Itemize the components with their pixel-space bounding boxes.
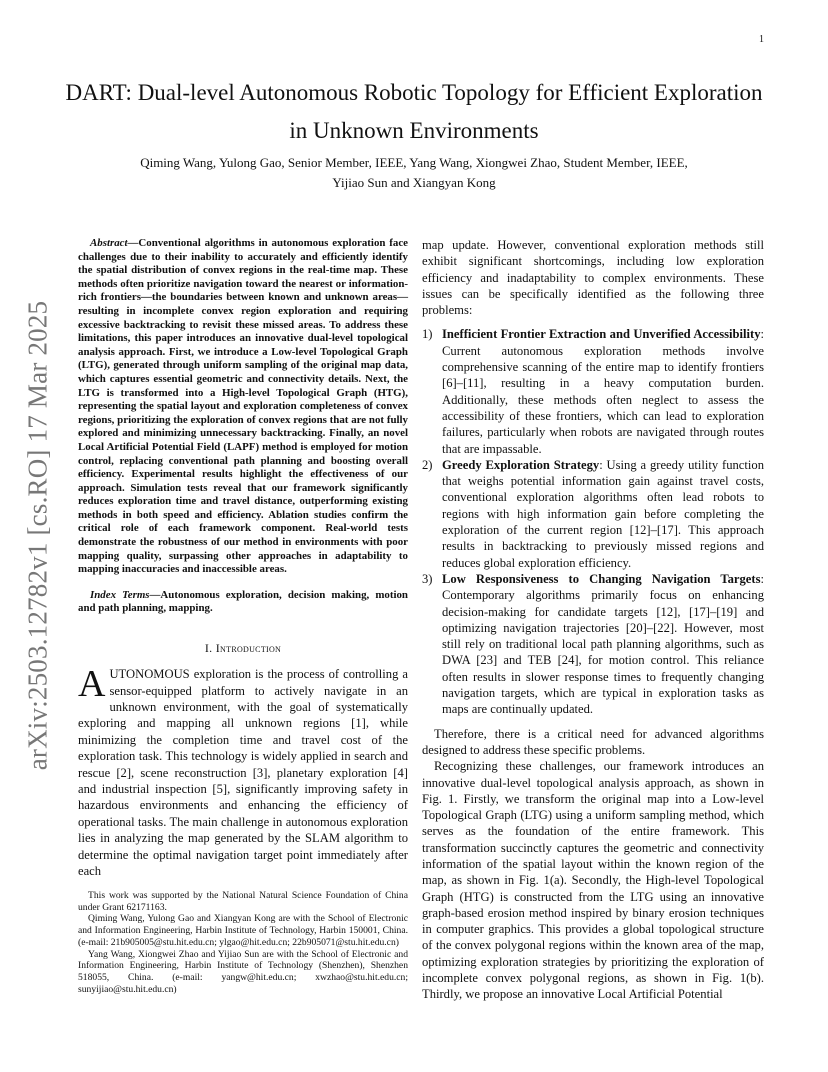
paper-title: DART: Dual-level Autonomous Robotic Topology for Efficient Exploration in Unknown Environments xyxy=(65,80,763,143)
list-item-text: : Contemporary algorithms primarily focus on enhancing decision-making for candidate targets [12], [17]–[19] and optimizing navigation trajectories [20]–[22]. However, most still rely on traditional local path planning algorithms, such as DWA [23] and TEB [24], for motion control. This reliance often results in slower response times to frequently changing navigation targets, which are typical in exploration tasks as maps are continually updated. xyxy=(442,571,764,717)
list-item-title: Greedy Exploration Strategy xyxy=(442,457,600,472)
footnote-funding: This work was supported by the National Natural Science Foundation of China under Grant 62171163. xyxy=(78,890,408,913)
drop-cap: A xyxy=(78,663,106,706)
right-column xyxy=(422,237,764,1003)
list-item-text: : Current autonomous exploration methods involve comprehensive scanning of the entire map to identify frontiers [6]–[11], resulting in a heavy computation burden. Additionally, these methods often neglect to assess the accessibility of these frontiers, which can lead to exploration failures, particularly when robots are navigated through routes that are impassable. xyxy=(442,327,764,456)
list-number: 3) xyxy=(422,571,433,586)
problem-list xyxy=(422,326,764,717)
right-paragraph-3: Recognizing these challenges, our framework introduces an innovative dual-level topological analysis approach, as shown in Fig. 1. Firstly, we transform the original map into a Low-level Topological Graph (LTG) using a uniform sampling method, which serves as the foundation of the entire framework. This transformation succinctly captures the geometric and connectivity information of the spatial layout within the known region of the map, as shown in Fig. 1(a). Secondly, the High-level Topological Graph (HTG) is constructed from the LTG using an innovative graph-based erosion method inspired by binary erosion techniques in computer graphics. This provides a global topological structure of the convex polygonal regions within the known area of the map, optimizing exploration strategies by prioritizing the exploration of incomplete convex polygonal regions, as shown in Fig. 1(b). Thirdly, we propose an innovative Local Artificial Potential xyxy=(422,759,764,1002)
list-item xyxy=(422,571,764,718)
list-number: 1) xyxy=(422,327,433,342)
abstract-label: Abstract xyxy=(90,237,128,249)
list-item xyxy=(422,457,764,571)
index-terms-text: —Autonomous exploration, decision making, motion and path planning, mapping. xyxy=(78,588,408,615)
list-item-title: Low Responsiveness to Changing Navigation Targets xyxy=(442,571,761,586)
abstract-text: —Conventional algorithms in autonomous exploration face challenges due to their inability to accurately and efficiently identify the spatial distribution of convex regions in the real-time map. These methods often prioritize navigation toward the nearest or information-rich frontiers—the boundaries between known and unknown areas—resulting in incomplete convex region exploration and requiring excessive backtracking to revisit these missed areas. To address these limitations, this paper introduces an innovative dual-level topological analysis approach. First, we introduce a Low-level Topological Graph (LTG), generated through uniform sampling of the original map data, which captures essential geometric and connectivity details. Next, the LTG is transformed into a High-level Topological Graph (HTG), representing the spatial layout and exploration completeness of convex regions, prioritizing the exploration of convex regions that are not fully explored and minimizing unnecessary backtracking. Finally, an novel Local Artificial Potential Field (LAPF) method is employed for motion control, replacing conventional path planning and boosting overall efficiency. Experimental results highlight the effectiveness of our approach. Simulation tests reveal that our framework significantly reduces exploration time and travel distance, outperforming existing methods in both speed and efficiency. Ablation studies confirm the critical role of each framework component. Real-world tests demonstrate the robustness of our method in environments with poor mapping quality, surpassing other approaches in adaptability to mapping inaccuracies and inaccessible areas. xyxy=(78,237,408,576)
authors-line-2: Yijiao Sun and Xiangyan Kong xyxy=(332,175,496,190)
list-number: 2) xyxy=(422,457,433,472)
left-column xyxy=(78,237,408,880)
right-paragraph-1: map update. However, conventional exploration methods still exhibit significant shortcomings, including low exploration efficiency and inadaptability to complex environments. These issues can be specifically identified as the following three problems: xyxy=(422,238,764,318)
author-list xyxy=(60,153,768,193)
footnote-affiliation-2: Yang Wang, Xiongwei Zhao and Yijiao Sun are with the School of Electronic and Information Engineering, Harbin Institute of Technology (Shenzhen), Shenzhen 518055, China. (e-mail: yangw@hit.edu.cn; xwzhao@stu.hit.edu.cn; sunyijiao@stu.hit.edu.cn) xyxy=(78,948,408,995)
right-paragraph-2: Therefore, there is a critical need for advanced algorithms designed to address these specific problems. xyxy=(422,726,764,757)
intro-text: UTONOMOUS exploration is the process of controlling a sensor-equipped platform to actively navigate in an unknown environment, with the goal of systematically exploring and mapping all unknown regions [1], while minimizing the completion time and travel cost of the exploration task. This technology is widely applied in search and rescue [2], scene reconstruction [3], planetary exploration [4] and industrial inspection [5], significantly improving safety in hazardous environments and enhancing the efficiency of operational tasks. The main challenge in autonomous exploration lies in analyzing the map generated by the SLAM algorithm to determine the optimal navigation target point immediately after each xyxy=(78,667,408,879)
index-terms-label: Index Terms xyxy=(90,588,150,601)
footnotes xyxy=(78,890,408,995)
abstract xyxy=(78,237,408,577)
footnote-affiliation-1: Qiming Wang, Yulong Gao and Xiangyan Kong are with the School of Electronic and Information Engineering, Harbin Institute of Technology, Harbin 150001, China. (e-mail: 21b905005@stu.hit.edu.cn; ylgao@hit.edu.cn; 22b905071@stu.hit.edu.cn) xyxy=(78,913,408,948)
section-heading: I. Introduction xyxy=(204,641,282,656)
page-number: 1 xyxy=(759,34,764,45)
list-item-text: : Using a greedy utility function that weighs potential information gain against travel costs, conventional exploration algorithms often lead robots to regions with high information gain before completing the exploration of the current region [12]–[17]. This approach results in backtracking to previously missed regions and reduces global exploration efficiency. xyxy=(442,457,764,570)
intro-paragraph xyxy=(78,663,408,879)
list-item-title: Inefficient Frontier Extraction and Unverified Accessibility xyxy=(442,327,761,342)
arxiv-stamp: arXiv:2503.12782v1 [cs.RO] 17 Mar 2025 xyxy=(22,300,53,771)
authors-line-1: Qiming Wang, Yulong Gao, Senior Member, IEEE, Yang Wang, Xiongwei Zhao, Student Member, IEEE, xyxy=(140,155,688,170)
list-item xyxy=(422,326,764,456)
index-terms xyxy=(78,589,408,616)
